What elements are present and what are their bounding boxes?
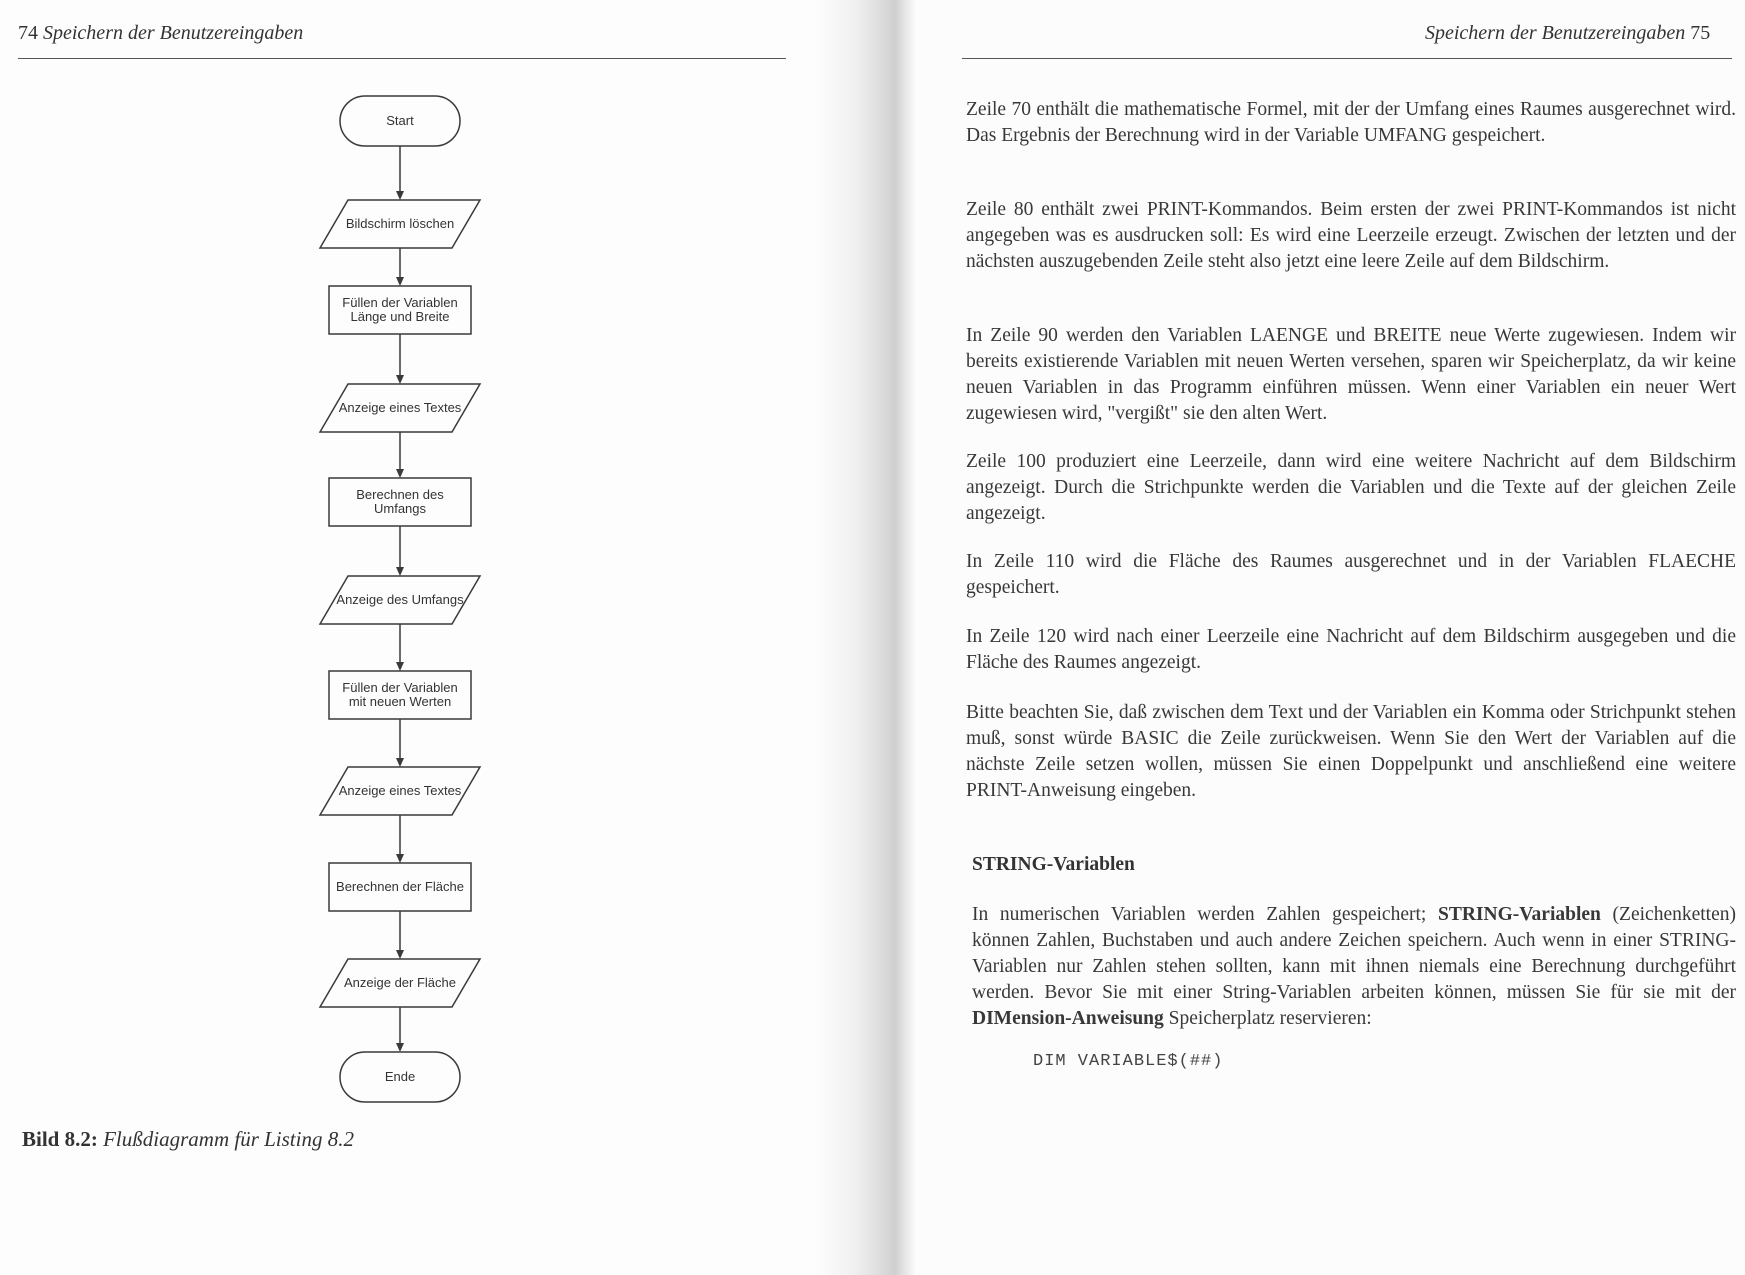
flow-node-label: Anzeige eines Textes — [338, 783, 462, 798]
left-running-title: Speichern der Benutzereingaben — [43, 22, 304, 44]
paragraph-zeile-100: Zeile 100 produziert eine Leerzeile, dann wird eine weitere Nachricht auf dem Bildschirm angezeigt. Durch die Strichpunkte werden die Variablen und die Texte auf der gleichen Zeile angezeigt. — [966, 451, 1736, 524]
left-page-number: 74 — [18, 22, 38, 44]
paragraph-zeile-70: Zeile 70 enthält die mathematische Formel, mit der der Umfang eines Raumes ausgerechnet wird. Das Ergebnis der Berechnung wird in der Variable UMFANG gespeichert. — [966, 99, 1736, 146]
paragraph-zeile-80: Zeile 80 enthält zwei PRINT-Kommandos. Beim ersten der zwei PRINT-Kommandos ist nicht angegeben was es ausdrucken soll: Es wird eine Leerzeile erzeugt. Zwischen der letzten und der nächsten auszugebenden Zeile steht also jetzt eine leere Zeile auf dem Bildschirm. — [966, 199, 1736, 272]
figure-caption — [22, 1127, 354, 1152]
flow-node-label: Anzeige der Fläche — [343, 975, 456, 990]
paragraph-zeile-120: In Zeile 120 wird nach einer Leerzeile eine Nachricht auf dem Bildschirm ausgegeben und die Fläche des Raumes angezeigt. — [966, 626, 1736, 673]
left-page — [0, 0, 870, 1275]
flow-node-label: Ende — [384, 1069, 416, 1084]
flowchart — [0, 0, 870, 1140]
paragraph-zeile-90: In Zeile 90 werden den Variablen LAENGE und BREITE neue Werte zugewiesen. Indem wir bereits existierende Variablen mit neuen Werten versehen, sparen wir Speicherplatz, da wir keine neuen Variablen in das Programm einführen müssen. Wenn einer Variablen ein neuer Wert zugewiesen wird, "vergißt" sie den alten Wert. — [966, 325, 1736, 424]
paragraph-zeile-110: In Zeile 110 wird die Fläche des Raumes ausgerechnet und in der Variablen FLAECHE gespeichert. — [966, 551, 1736, 598]
flow-arrowhead — [396, 662, 404, 671]
flow-arrowhead — [396, 191, 404, 200]
flow-arrowhead — [396, 758, 404, 767]
caption-label: Bild 8.2: — [22, 1127, 98, 1151]
flow-arrowhead — [396, 375, 404, 384]
flow-arrowhead — [396, 854, 404, 863]
flow-arrowhead — [396, 567, 404, 576]
flow-node-label: Füllen der Variablen Länge und Breite — [342, 295, 458, 324]
paragraph-komma-hinweis: Bitte beachten Sie, daß zwischen dem Text und der Variablen ein Komma oder Strichpunkt stehen muß, sonst würde BASIC die Zeile zurückweisen. Wenn Sie den Wert der Variablen auf die nächste Zeile setzen wollen, müssen Sie einen Doppelpunkt und anschließend eine weitere PRINT-Anweisung eingeben. — [966, 702, 1736, 801]
code-example: DIM VARIABLE$(##) — [1033, 1052, 1224, 1071]
flow-node-label: Start — [386, 113, 414, 128]
string-para-bold2: DIMension-Anweisung — [972, 1008, 1164, 1029]
string-para-part2: (Zeichenketten) können Zahlen, Buchstaben und auch andere Zeichen speichern. Auch wenn in einer STRING-Variablen nur Zahlen stehen sollten, kann mit ihnen niemals eine Berechnung durchgeführt werden. Bevor Sie mit einer String-Variablen arbeiten können, müssen Sie für sie mit der — [972, 904, 1736, 1003]
paragraph-string-variablen — [972, 902, 1736, 1032]
right-running-header — [1425, 22, 1710, 45]
flow-node-label: Anzeige eines Textes — [338, 400, 462, 415]
section-heading: STRING-Variablen — [972, 854, 1135, 875]
flowchart-svg — [0, 0, 870, 1140]
flow-node-label: Bildschirm löschen — [345, 216, 455, 231]
flow-node-label: Füllen der Variablen mit neuen Werten — [342, 680, 458, 709]
caption-text: Flußdiagramm für Listing 8.2 — [103, 1127, 354, 1151]
flow-arrowhead — [396, 469, 404, 478]
right-page-number: 75 — [1690, 22, 1711, 44]
right-running-title: Speichern der Benutzereingaben — [1425, 22, 1686, 44]
flow-node-label: Berechnen der Fläche — [336, 879, 464, 894]
string-para-part3: Speicherplatz reservieren: — [1163, 1008, 1372, 1029]
book-gutter-shadow — [815, 0, 915, 1275]
right-header-rule — [962, 58, 1732, 59]
flow-arrowhead — [396, 1043, 404, 1052]
flow-node-label: Anzeige des Umfangs — [336, 592, 464, 607]
flow-arrowhead — [396, 950, 404, 959]
flow-arrowhead — [396, 277, 404, 286]
flow-node-label: Berechnen des Umfangs — [356, 487, 444, 516]
string-para-part1: In numerischen Variablen werden Zahlen gespeichert; — [972, 904, 1438, 925]
string-para-bold1: STRING-Variablen — [1437, 904, 1601, 925]
